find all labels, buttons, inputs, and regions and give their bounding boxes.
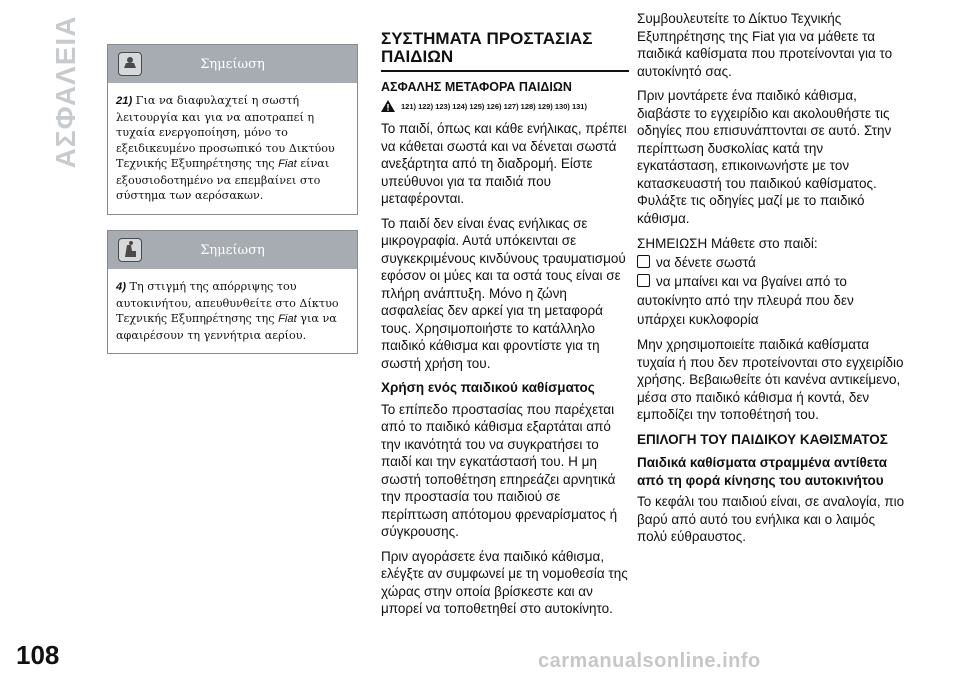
warning-refs xyxy=(381,100,629,112)
paragraph: Μην χρησιμοποιείτε παιδικά καθίσματα τυχαία ή που δεν προτείνονται στο εγχειρίδιο χρήσης. Βεβαιωθείτε ότι κανένα αντικείμενο, μέσα στο παιδικό κάθισμα ή κοντά, δεν εμποδίζει την τοποθέτησή του. xyxy=(637,337,904,422)
bullet-continuation: υπάρχει κυκλοφορία xyxy=(637,312,759,327)
bullet-text: να μπαίνει και να βγαίνει από το xyxy=(656,274,847,289)
section-side-title xyxy=(46,15,86,169)
bullet-item xyxy=(637,272,907,291)
subheading: Παιδικά καθίσματα στραμμένα αντίθετα από τη φορά κίνησης του αυτοκινήτου xyxy=(637,455,888,488)
bullet-item xyxy=(637,253,907,272)
text: για να μάθετε τα παιδικά καθίσματα που προτείνονται για το αυτοκίνητό σας. xyxy=(637,28,893,79)
note-body xyxy=(108,269,357,353)
note-lead: ΣΗΜΕΙΩΣΗ Μάθετε στο παιδί: xyxy=(637,236,818,251)
brand-name: Fiat xyxy=(278,313,297,325)
paragraph: Το κεφάλι του παιδιού είναι, σε αναλογία, πιο βαρύ από αυτό του ενήλικα και ο λαιμός πολύ εύθραυστος. xyxy=(637,494,905,544)
brand-name: Fiat xyxy=(752,28,775,44)
watermark: carmanualsonline.info xyxy=(538,650,761,672)
child-seat-icon xyxy=(118,238,142,262)
chapter-title-line-1: ΣΥΣΤΗΜΑΤΑ ΠΡΟΣΤΑΣΙΑΣ xyxy=(381,29,593,48)
middle-column xyxy=(381,30,629,625)
page-number: 108 xyxy=(16,640,60,670)
subheading: Χρήση ενός παιδικού καθίσματος xyxy=(381,380,595,395)
chapter-title xyxy=(381,30,629,66)
section-heading: ΕΠΙΛΟΓΗ ΤΟΥ ΠΑΙΔΙΚΟΥ ΚΑΘΙΣΜΑΤΟΣ xyxy=(637,431,888,447)
paragraph: Πριν μοντάρετε ένα παιδικό κάθισμα, διαβάστε το εγχειρίδιο και ακολουθήστε τις οδηγίες που επισυνάπτονται σε αυτό. Στην περίπτωση δυσκολίας κατά την εγκατάσταση, επικοινωνήστε με τον κατασκευαστή του παιδικού καθίσματος. Φυλάξτε τις οδηγίες μαζί με το παιδικό κάθισμα. xyxy=(637,88,892,226)
note-header xyxy=(108,45,357,83)
paragraph xyxy=(637,10,907,80)
side-title-text: ΑΣΦΑΛΕΙΑ xyxy=(50,15,81,169)
brand-name: Fiat xyxy=(278,158,297,170)
warning-triangle-icon xyxy=(381,100,395,112)
note-header xyxy=(108,231,357,269)
chapter-title-line-2: ΠΑΙΔΙΩΝ xyxy=(381,47,454,66)
note-number: 21) xyxy=(116,95,133,107)
right-column xyxy=(637,10,907,553)
paragraph: Το επίπεδο προστασίας που παρέχεται από το παιδικό κάθισμα εξαρτάται από την ικανότητά του να συγκρατήσει το παιδί και την εγκατάστασή του. Η μη σωστή τοποθέτηση επηρεάζει αρνητικά την προστασία του παιδιού σε περίπτωση απότομου φρεναρίσματος ή σύγκρουσης. xyxy=(381,401,618,539)
paragraph: Το παιδί δεν είναι ένας ενήλικας σε μικρογραφία. Αυτά υπόκεινται σε συγκεκριμένους κινδύνους τραυματισμού εφόσον οι μύες και τα οστά τους είναι σε πλήρη ανάπτυξη. Μόνο η ζώνη ασφαλείας δεν αρκεί για τη μεταφορά τους. Χρησιμοποιήστε το κατάλληλο παιδικό κάθισμα και φροντίστε για τη σωστή χρήση του. xyxy=(381,215,626,371)
note-text-b: είναι εξουσιοδοτημένο να επεμβαίνει στο σύστημα των αερόσακων. xyxy=(116,157,330,202)
note-box-child-seat xyxy=(107,230,358,354)
warning-refs-text: 121) 122) 123) 124) 125) 126) 127) 128) 129) 130) 131) xyxy=(401,101,587,111)
paragraph: Το παιδί, όπως και κάθε ενήλικας, πρέπει να κάθεται σωστά και να δένεται σωστά ανεξάρτητα από τη διαδρομή. Είστε υπεύθυνοι για τα παιδιά που μεταφέρονται. xyxy=(381,121,627,206)
note-text-a: Για να διαφυλαχτεί η σωστή λειτουργία και για να αποτραπεί η τυχαία ενεργοποίηση, μόνο το εξειδικευμένο προσωπικό του Δικτύου Τεχνικής Εξυπηρέτησης της xyxy=(116,94,335,170)
note-number: 4) xyxy=(116,281,126,293)
note-body xyxy=(108,83,357,214)
bullet-text: να δένετε σωστά xyxy=(656,255,756,270)
section-heading: ΑΣΦΑΛΗΣ ΜΕΤΑΦΟΡΑ ΠΑΙΔΙΩΝ xyxy=(381,80,572,94)
note-text-b: για να αφαιρέσουν τη γεννήτρια αερίου. xyxy=(116,312,337,342)
note-box-airbag xyxy=(107,44,358,215)
bullet-continuation: αυτοκίνητο από την πλευρά που δεν xyxy=(637,293,854,308)
airbag-icon xyxy=(118,52,142,76)
paragraph: Πριν αγοράσετε ένα παιδικό κάθισμα, ελέγξτε αν συμφωνεί με τη νομοθεσία της χώρας στην οποία βρίσκεστε και αν μπορεί να τοποθετηθεί στο αυτοκίνητο. xyxy=(381,548,628,616)
note-title: Σημείωση xyxy=(200,242,265,258)
note-text-a: Τη στιγμή της απόρριψης του αυτοκινήτου, απευθυνθείτε στο Δίκτυο Τεχνικής Εξυπηρέτησης της xyxy=(116,280,339,325)
checkbox-icon xyxy=(637,255,650,268)
note-title: Σημείωση xyxy=(200,56,265,72)
checkbox-icon xyxy=(637,274,650,287)
text: Συμβουλευτείτε το Δίκτυο Τεχνικής Εξυπηρέτησης της xyxy=(637,11,842,44)
title-rule xyxy=(381,70,629,72)
